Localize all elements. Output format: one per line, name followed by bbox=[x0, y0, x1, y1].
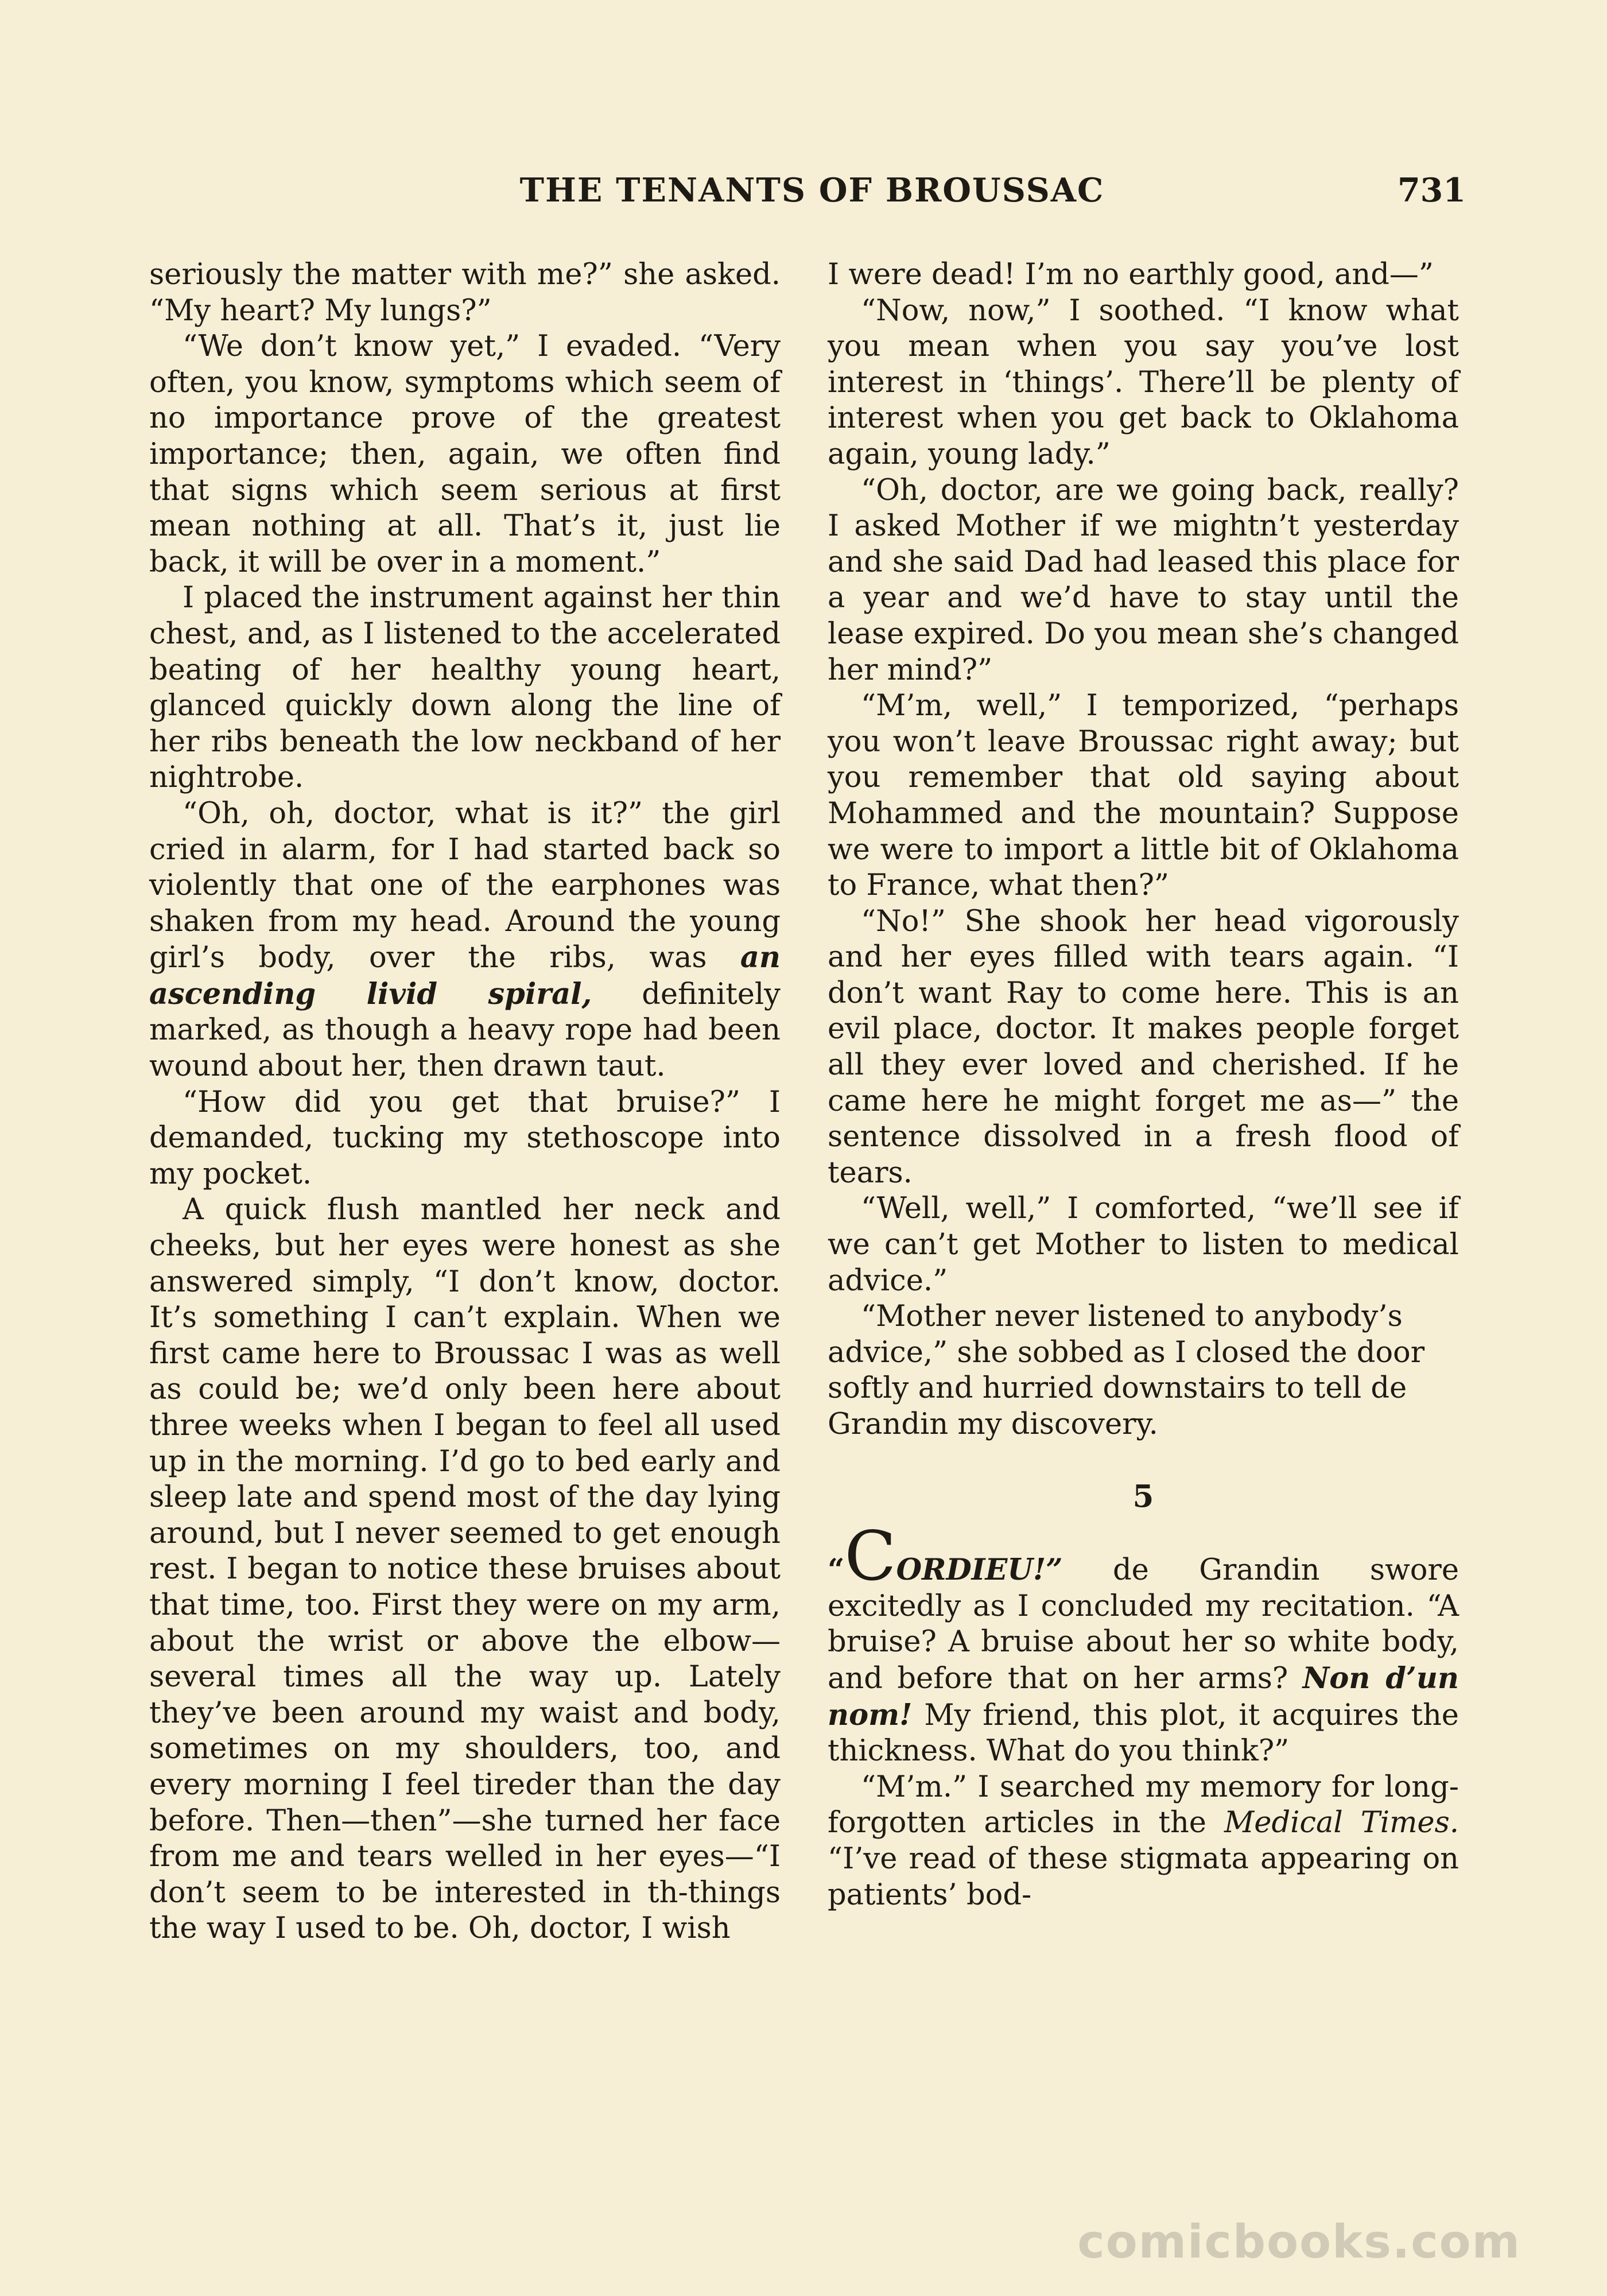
paragraph bbox=[149, 796, 781, 1085]
paragraph: “Now, now,” I soothed. “I know what you mean when you say you’ve lost interest in ‘things’. There’ll be plenty of interest when you get back to Oklahoma again, young lady.” bbox=[828, 293, 1459, 471]
paragraph: “Well, well,” I comforted, “we’ll see if we can’t get Mother to listen to medical advice.” bbox=[828, 1192, 1459, 1298]
paragraph: “Mother never listened to anybody’s advice,” she sobbed as I closed the door softly and hurried downstairs to tell de Grandin my discovery. bbox=[828, 1300, 1425, 1441]
emphasis-text: Non d’un nom! bbox=[828, 1661, 1459, 1732]
emphasis-text: Medical Times. bbox=[1224, 1806, 1459, 1840]
emphasis-text: an ascending livid spiral, bbox=[149, 940, 781, 1011]
section-number: 5 bbox=[1132, 1478, 1154, 1514]
paragraph-text: “M’m.” I searched my memory for long-forgotten articles in the bbox=[828, 1770, 1459, 1840]
running-title: THE TENANTS OF BROUSSAC bbox=[519, 171, 1105, 210]
page-number: 731 bbox=[1398, 171, 1466, 210]
running-header bbox=[149, 171, 1475, 217]
paragraph: “How did you get that bruise?” I demanded, tucking my stethoscope into my pocket. bbox=[149, 1085, 781, 1191]
section-opening-paragraph bbox=[828, 1517, 1459, 1770]
paragraph: “M’m, well,” I temporized, “perhaps you won’t leave Broussac right away; but you remember that old saying about Mohammed and the mountain? Suppose we were to import a little bit of Oklahoma to France, what then?” bbox=[828, 689, 1459, 903]
paragraph: “No!” She shook her head vigorously and her eyes filled with tears again. “I don’t want Ray to come here. This is an evil place, doctor. It makes people forget all they ever loved and cherished. If he came here he might forget me as—” the sentence dissolved in a fresh flood of tears. bbox=[828, 904, 1459, 1190]
paragraph: “We don’t know yet,” I evaded. “Very often, you know, symptoms which seem of no importance prove of the greatest importance; then, again, we often find that signs which seem serious at first mean nothing at all. That’s it, just lie back, it will be over in a moment.” bbox=[149, 329, 781, 579]
paragraph-text: definitely marked, as though a heavy rope had been wound about her, then drawn taut. bbox=[149, 977, 781, 1084]
paragraph: “Oh, doctor, are we going back, really? I asked Mother if we mightn’t yesterday and she said Dad had leased this place for a year and we’d have to stay until the lease expired. Do you mean she’s changed her mind?” bbox=[828, 473, 1459, 687]
drop-cap: C bbox=[844, 1517, 896, 1596]
paragraph: A quick flush mantled her neck and cheeks, but her eyes were honest as she answered simply, “I don’t know, doctor. It’s something I can’t explain. When we first came here to Broussac I was as well as could be; we’d only been here about three weeks when I began to feel all used up in the morning. I’d go to bed early and sleep late and spend most of the day lying around, but I never seemed to get enough rest. I began to notice these bruises about that time, too. First they were on my arm, about the wrist or above the elbow—several times all the way up. Lately they’ve been around my waist and body, sometimes on my shoulders, too, and every morning I feel tireder than the day before. Then—then”—she turned her face from me and tears welled in her eyes—“I don’t seem to be interested in th-things the way I used to be. Oh, doctor, I wish bbox=[149, 1193, 781, 1946]
paragraph-text: “I’ve read of these stigmata appearing on patients’ bod- bbox=[828, 1841, 1459, 1912]
right-column bbox=[828, 257, 1459, 1913]
paragraph bbox=[828, 1770, 1459, 1913]
opening-word: ORDIEU!” bbox=[896, 1553, 1063, 1588]
paragraph-text: My friend, this plot, it acquires the thickness. What do you think?” bbox=[828, 1698, 1459, 1768]
paragraph: I were dead! I’m no earthly good, and—” bbox=[828, 258, 1434, 292]
open-quote: “ bbox=[828, 1553, 845, 1588]
left-column bbox=[149, 257, 781, 1947]
paragraph-text: “Oh, oh, doctor, what is it?” the girl cried in alarm, for I had started back so violently that one of the earphones was shaken from my head. Around the young girl’s body, over the ribs, was bbox=[149, 796, 781, 975]
paragraph-text: de Grandin swore excitedly as I concluded my recitation. “A bruise? A bruise about her so white body, and before that on her arms? bbox=[828, 1553, 1459, 1696]
paragraph: seriously the matter with me?” she asked. “My heart? My lungs?” bbox=[149, 258, 781, 328]
site-watermark: comicbooks.com bbox=[1077, 2215, 1521, 2268]
paragraph: I placed the instrument against her thin chest, and, as I listened to the accelerated beating of her healthy young heart, glanced quickly down along the line of her ribs beneath the low neckband of her nightrobe. bbox=[149, 581, 781, 795]
